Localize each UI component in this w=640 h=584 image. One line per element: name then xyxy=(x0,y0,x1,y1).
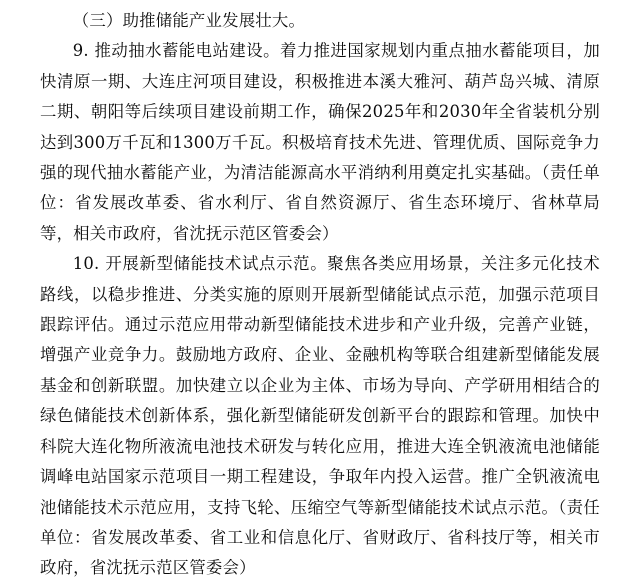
section-heading-three: （三）助推储能产业发展壮大。 xyxy=(72,11,306,30)
paragraph-item-9: 9. 推动抽水蓄能电站建设。着力推进国家规划内重点抽水蓄能项目，加快清原一期、大连庄河项目建设，积极推进本溪大雅河、葫芦岛兴城、清原二期、朝阳等后续项目建设前期工作，确保2025年和2030年全省装机分别达到300万千瓦和1300万千瓦。积极培育技术先进、管理优质、国际竞争力强的现代抽水蓄能产业，为清洁能源高水平消纳利用奠定扎实基础。（责任单位：省发展改革委、省水利厅、省自然资源厅、省生态环境厅、省林草局等，相关市政府，省沈抚示范区管委会） xyxy=(40,41,600,243)
paragraph-item-10: 10. 开展新型储能技术试点示范。聚焦各类应用场景，关注多元化技术路线，以稳步推进、分类实施的原则开展新型储能试点示范，加强示范项目跟踪评估。通过示范应用带动新型储能技术进步和产业升级，完善产业链，增强产业竞争力。鼓励地方政府、企业、金融机构等联合组建新型储能发展基金和创新联盟。加快建立以企业为主体、市场为导向、产学研用相结合的绿色储能技术创新体系，强化新型储能研发创新平台的跟踪和管理。加快中科院大连化物所液流电池技术研发与转化应用，推进大连全钒液流电池储能调峰电站国家示范项目一期工程建设，争取年内投入运营。推广全钒液流电池储能技术示范应用，支持飞轮、压缩空气等新型储能技术试点示范。（责任单位：省发展改革委、省工业和信息化厅、省财政厅、省科技厅等，相关市政府，省沈抚示范区管委会） xyxy=(40,254,600,578)
